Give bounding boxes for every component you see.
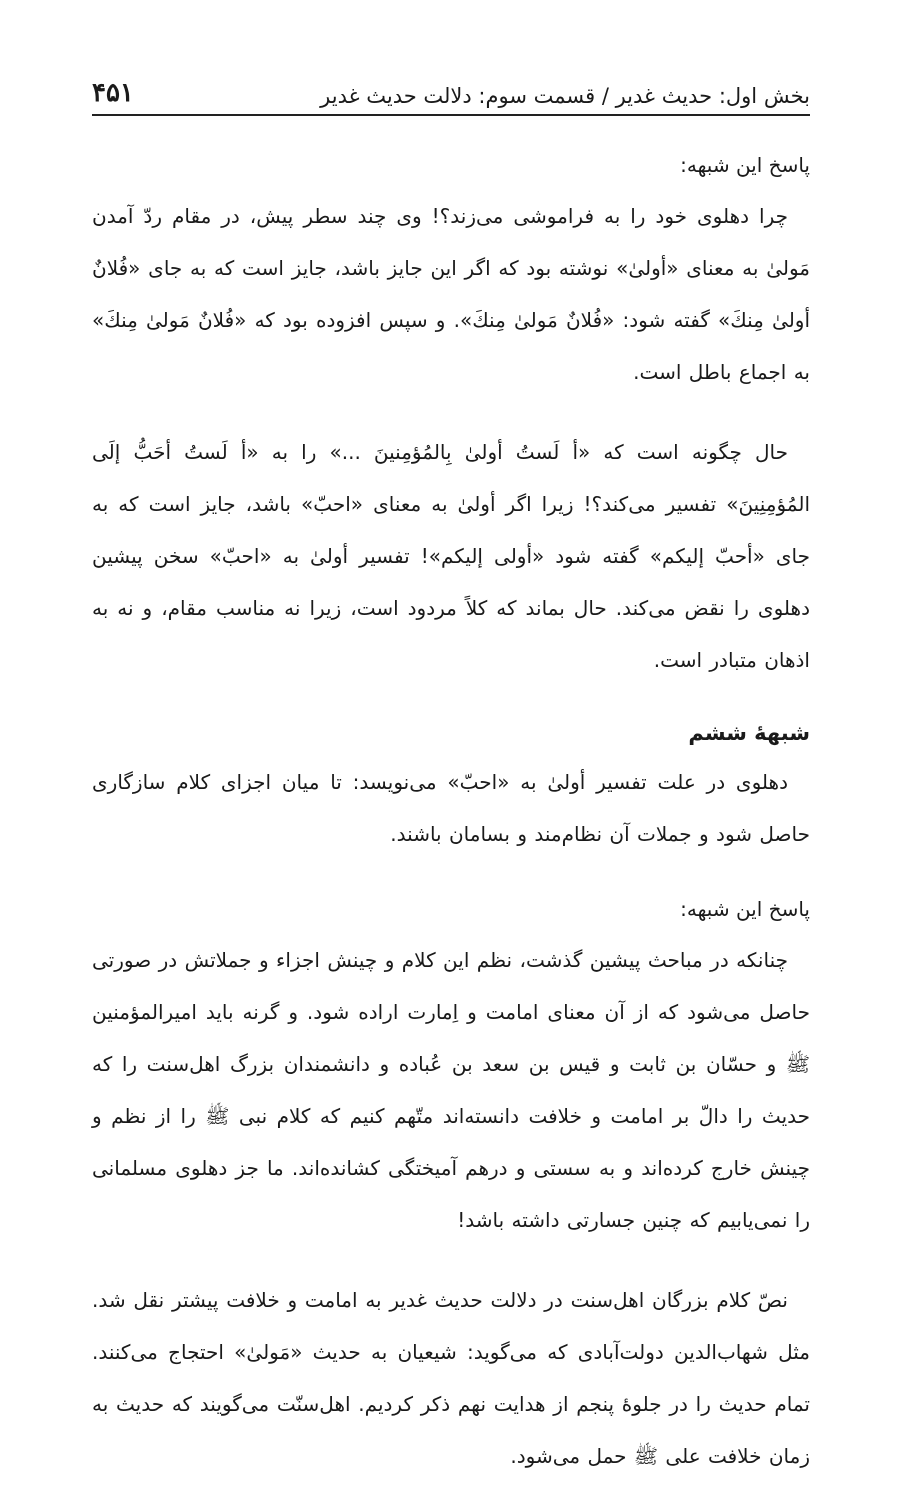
running-title: بخش اول: حدیث غدیر / قسمت سوم: دلالت حدیث غدیر (320, 84, 810, 108)
answer-label: پاسخ این شبهه: (680, 897, 810, 921)
paragraph: نصّ کلام بزرگان اهل‌سنت در دلالت حدیث غدیر به امامت و خلافت پیشتر نقل شد. مثل شهاب‌الدین دولت‌آبادی که می‌گوید: شیعیان به حدیث «مَولیٰ» احتجاج می‌کنند. تمام حدیث را در جلوهٔ پنجم از هدایت نهم ذکر کردیم. اهل‌سنّت می‌گویند که حدیث به زمان خلافت علی ﷺ حمل می‌شود. (92, 1288, 810, 1468)
paragraph: دهلوی در علت تفسیر أولیٰ به «احبّ» می‌نویسد: تا میان اجزای کلام سازگاری حاصل شود و جملات آن نظام‌مند و بسامان باشند. (92, 770, 810, 846)
paragraph: چرا دهلوی خود را به فراموشی می‌زند؟! وی چند سطر پیش، در مقام ردّ آمدن مَولیٰ به معنای «أولیٰ» نوشته بود که اگر این جایز باشد، جایز است که به جای «فُلانٌ أولیٰ مِنكَ» گفته شود: «فُلانٌ مَولیٰ مِنكَ». و سپس افزوده بود که «فُلانٌ مَولیٰ مِنكَ» به اجماع باطل است. (92, 204, 810, 384)
paragraph: چنانکه در مباحث پیشین گذشت، نظم این کلام و چینش اجزاء و جملاتش در صورتی حاصل می‌شود که از آن معنای امامت و اِمارت اراده شود. و گرنه باید امیرالمؤمنین ﷺ و حسّان بن ثابت و قیس بن سعد بن عُباده و دانشمندان بزرگ اهل‌سنت را که حدیث را دالّ بر امامت و خلافت دانسته‌اند متّهم کنیم که کلام نبی ﷺ را از نظم و چینش خارج کرده‌اند و به سستی و درهم آمیختگی کشانده‌اند. ما جز دهلوی مسلمانی را نمی‌یابیم که چنین جسارتی داشته باشد! (92, 948, 810, 1232)
paragraph: حال چگونه است که «أ لَستُ أولیٰ بِالمُؤمِنینَ ...» را به «أ لَستُ أحَبُّ إلَی المُؤمِنِینَ» تفسیر می‌کند؟! زیرا اگر أولیٰ به معنای «احبّ» باشد، جایز است که به جای «أحبّ إلیکم» گفته شود «أولی إلیکم»! تفسیر أولیٰ به «احبّ» سخن پیشین دهلوی را نقض می‌کند. حال بماند که کلاً مردود است، زیرا نه مناسب مقام، و نه به اذهان متبادر است. (92, 440, 810, 672)
book-page (92, 60, 810, 1510)
page-body (92, 140, 810, 1482)
page-number: ۴۵۱ (92, 78, 134, 108)
answer-label: پاسخ این شبهه: (680, 153, 810, 177)
page-header (92, 60, 810, 116)
section-heading: شبههٔ ششم (688, 721, 810, 745)
